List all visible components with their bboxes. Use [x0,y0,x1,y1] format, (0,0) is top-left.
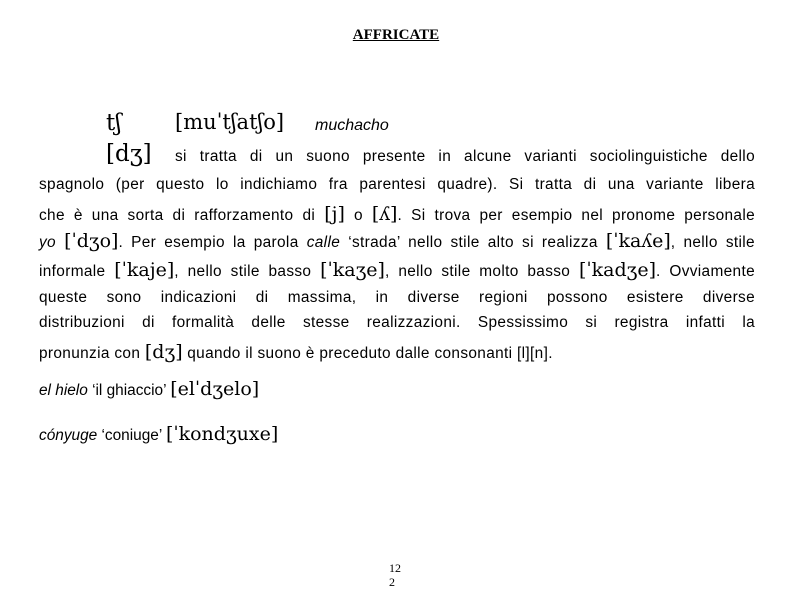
affricate-symbol-tsh: tʃ [106,110,122,136]
ipa-calle-low: [ˈkaʒe] [320,259,385,281]
paragraph-line-1: si tratta di un suono presente in alcune varianti sociolinguistiche dello [175,148,755,165]
ipa-palatal-lateral: [ʎ] [371,203,398,225]
ipa-dzh: [dʒ] [144,341,183,363]
example-conyuge: cónyuge ‘coniuge’ [ˈkondʒuxe] [39,423,279,445]
ipa-el-hielo: [elˈdʒelo] [170,378,260,400]
paragraph-line-5: informale [ˈkaje], nello stile basso [ˈkaʒe], nello stile molto basso [ˈkadʒe]. Ovviamente [39,259,755,281]
paragraph-line-7: distribuzioni di formalità delle stesse realizzazioni. Spessissimo si registra infatti la [39,314,755,331]
ipa-conyuge: [ˈkondʒuxe] [165,423,279,445]
paragraph-line-4: yo [ˈdʒo]. Per esempio la parola calle ‘strada’ nello stile alto si realizza [ˈkaʎe], nello stile [39,230,755,252]
ipa-j: [j] [324,203,345,225]
paragraph-line-3: che è una sorta di rafforzamento di [j] o [ʎ]. Si trova per esempio nel pronome personale [39,203,755,225]
ipa-calle-very-low: [ˈkadʒe] [578,259,656,281]
ipa-calle-high: [ˈkaʎe] [605,230,671,252]
example-word-muchacho: muchacho [315,117,389,134]
example-el-hielo: el hielo ‘il ghiaccio’ [elˈdʒelo] [39,378,260,400]
ipa-calle-informal: [ˈkaje] [114,259,175,281]
paragraph-line-6: queste sono indicazioni di massima, in diverse regioni possono esistere diverse [39,289,755,306]
affricate-symbol-dzh: [dʒ] [106,141,152,167]
transcription-muchacho: [muˈtʃatʃo] [175,110,285,134]
paragraph-line-2: spagnolo (per questo lo indichiamo fra parentesi quadre). Si tratta di una variante libera [39,176,755,193]
page-number: 12 2 [389,561,401,589]
page-title: AFFRICATE [352,27,440,43]
ipa-yo: [ˈdʒo] [64,230,119,252]
paragraph-line-8: pronunzia con [dʒ] quando il suono è preceduto dalle consonanti [l][n]. [39,341,553,363]
